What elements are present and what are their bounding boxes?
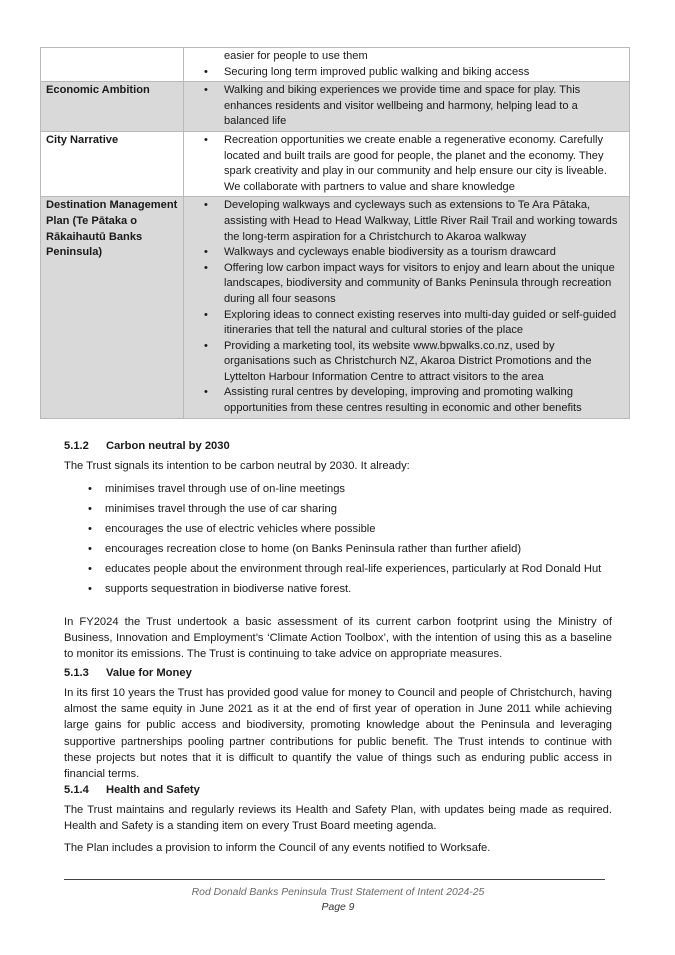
- row-label: [41, 48, 184, 82]
- table-row: [41, 48, 630, 82]
- value-paragraph: In its first 10 years the Trust has provided good value for money to Council and people of Christchurch, having almost the same equity in June 2021 as it at the end of first year of operation in June 2011 while achieving large gains for public access and biodiversity, promoting knowledge about the Peninsula and leveraging supportive partnerships pooling partner contributions for public benefit. The Trust intends to continue with these projects but notes that it is difficult to quantify the value of things such as enduring public access in financial terms.: [64, 687, 612, 781]
- bullet-list: [204, 198, 623, 416]
- list-item: • Assisting rural centres by developing, improving and promoting walking opportunities from these centres resulting in economic and other benefits: [204, 385, 623, 416]
- bullet-list: [204, 65, 623, 81]
- table-row: [41, 82, 630, 132]
- bullet-list: [204, 133, 623, 195]
- list-item: • Walkways and cycleways enable biodiversity as a tourism drawcard: [204, 245, 623, 261]
- section-heading-value: [64, 667, 192, 679]
- list-item: • minimises travel through the use of car sharing: [64, 501, 612, 517]
- row-label: Economic Ambition: [41, 82, 184, 132]
- continued-text: easier for people to use them: [224, 50, 368, 62]
- health-paragraph-2: The Plan includes a provision to inform the Council of any events notified to Worksafe.: [64, 842, 491, 854]
- list-item: • supports sequestration in biodiverse native forest.: [64, 581, 612, 597]
- section-title: Carbon neutral by 2030: [106, 440, 230, 452]
- list-item: • Recreation opportunities we create enable a regenerative economy. Carefully located and built trails are good for people, the planet and the economy. They spark creativity and play in our community and help ensure our city is liveable. We collaborate with partners to value and share knowledge: [204, 133, 623, 195]
- list-item: • Walking and biking experiences we provide time and space for play. This enhances residents and visitor wellbeing and harmony, helping lead to a balanced life: [204, 83, 623, 130]
- section-title: Value for Money: [106, 667, 192, 679]
- list-item: • minimises travel through use of on-line meetings: [64, 481, 612, 497]
- list-item: • Securing long term improved public walking and biking access: [204, 65, 623, 81]
- table-row: [41, 131, 630, 196]
- list-item: • Providing a marketing tool, its website www.bpwalks.co.nz, used by organisations such as Christchurch NZ, Akaroa District Promotions and the Lyttelton Harbour Information Centre to attract visitors to the area: [204, 339, 623, 386]
- section-number: 5.1.2: [64, 440, 89, 452]
- list-item: • encourages the use of electric vehicles where possible: [64, 521, 612, 537]
- list-item: • encourages recreation close to home (on Banks Peninsula rather than further afield): [64, 541, 612, 557]
- row-content: [184, 48, 630, 82]
- table-row: [41, 197, 630, 418]
- row-content: [184, 131, 630, 196]
- list-item: • Offering low carbon impact ways for visitors to enjoy and learn about the unique landscapes, biodiversity and community of Banks Peninsula through recreation during all four seasons: [204, 261, 623, 308]
- row-content: [184, 82, 630, 132]
- carbon-bullet-list: [64, 481, 612, 601]
- list-item: • Developing walkways and cycleways such as extensions to Te Ara Pātaka, assisting with Head to Head Walkway, Little River Rail Trail and working towards the long-term aspiration for a Christchurch to Akaroa walkway: [204, 198, 623, 245]
- carbon-paragraph: In FY2024 the Trust undertook a basic assessment of its current carbon footprint using the Ministry of Business, Innovation and Employment’s ‘Climate Action Toolbox’, with the intention of using this as a baseline to monitor its emissions. The Trust is continuing to take advice on appropriate measures.: [64, 616, 612, 661]
- row-label: Destination Management Plan (Te Pātaka o Rākaihautū Banks Peninsula): [41, 197, 184, 418]
- section-heading-carbon: [64, 440, 230, 452]
- bullet-list: [204, 83, 623, 130]
- footer-rule: [64, 879, 605, 880]
- row-label: City Narrative: [41, 131, 184, 196]
- carbon-intro: The Trust signals its intention to be carbon neutral by 2030. It already:: [64, 460, 410, 472]
- section-number: 5.1.3: [64, 667, 89, 679]
- strategy-alignment-table: [40, 47, 630, 419]
- section-title: Health and Safety: [106, 784, 200, 796]
- section-heading-health: [64, 784, 200, 796]
- list-item: • Exploring ideas to connect existing reserves into multi-day guided or self-guided itineraries that tell the natural and cultural stories of the place: [204, 308, 623, 339]
- page-number: Page 9: [321, 902, 355, 913]
- list-item: • educates people about the environment through real-life experiences, particularly at Rod Donald Hut: [64, 561, 612, 577]
- row-content: [184, 197, 630, 418]
- footer-document-title: Rod Donald Banks Peninsula Trust Statement of Intent 2024-25: [191, 887, 485, 898]
- section-number: 5.1.4: [64, 784, 89, 796]
- health-paragraph-1: The Trust maintains and regularly reviews its Health and Safety Plan, with updates being made as required. Health and Safety is a standing item on every Trust Board meeting agenda.: [64, 804, 612, 833]
